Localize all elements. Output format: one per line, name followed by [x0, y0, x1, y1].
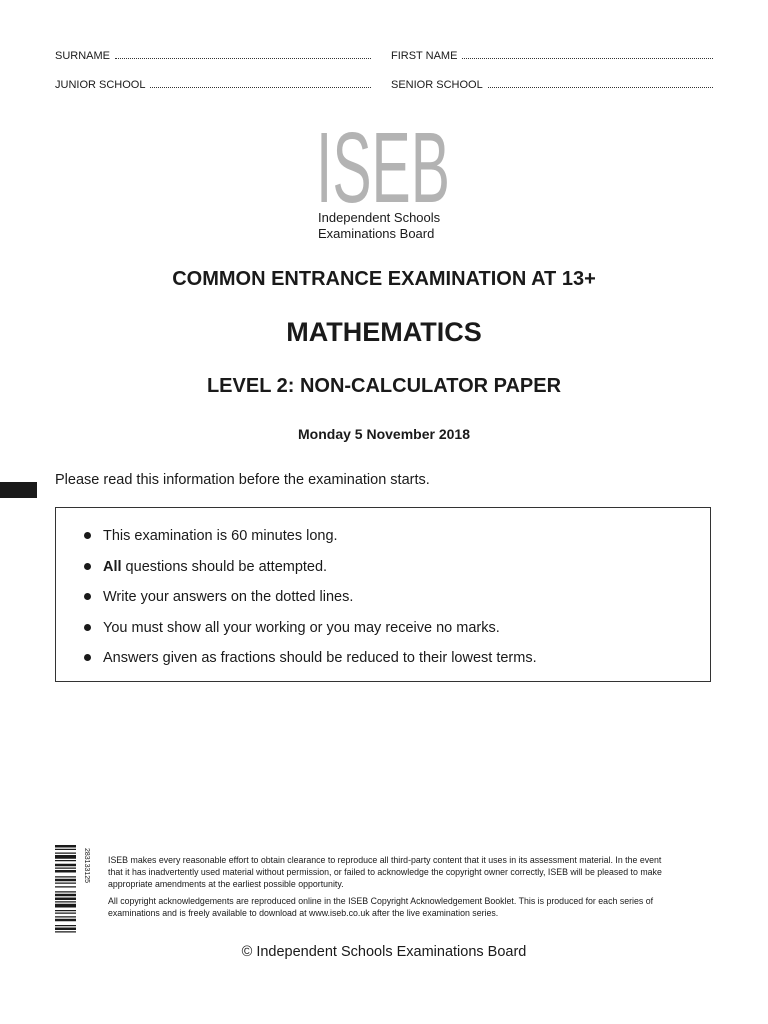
instruction-item: All questions should be attempted.	[84, 557, 537, 588]
barcode-bar	[55, 928, 76, 931]
instruction-item: Answers given as fractions should be reduced to their lowest terms.	[84, 648, 537, 679]
bullet-icon	[84, 532, 91, 539]
barcode-bar	[55, 894, 76, 897]
junior-school-field[interactable]	[55, 78, 371, 91]
exam-title: COMMON ENTRANCE EXAMINATION AT 13+	[172, 268, 596, 290]
senior-school-dotted-line[interactable]	[488, 78, 713, 88]
barcode-bar	[55, 910, 76, 911]
bullet-icon	[84, 563, 91, 570]
iseb-wordmark	[316, 124, 452, 204]
legal-paragraph-1: ISEB makes every reasonable effort to obtain clearance to reproduce all third-party content that it uses in its assessment material. In the event that it has inadvertently used material without permission, or failed to acknowledge the copyright owner correctly, ISEB will be pleased to make appropriate amendments at the earliest possible opportunity.	[108, 855, 662, 889]
first-name-dotted-line[interactable]	[462, 49, 713, 59]
bullet-icon	[84, 624, 91, 631]
candidate-row-1	[55, 49, 713, 63]
subject-title: MATHEMATICS	[286, 317, 482, 347]
barcode-bar	[55, 853, 76, 854]
bullet-icon	[84, 654, 91, 661]
barcode-bar	[55, 876, 76, 877]
instructions-box	[55, 507, 711, 682]
barcode-bar	[55, 879, 76, 882]
first-name-label: FIRST NAME	[391, 50, 458, 62]
first-name-field[interactable]	[391, 49, 713, 62]
barcode-bar	[55, 860, 76, 861]
candidate-row-2	[55, 78, 713, 92]
instructions-list	[84, 526, 537, 679]
copyright-notice: © Independent Schools Examinations Board	[241, 944, 527, 960]
legal-paragraph-2: All copyright acknowledgements are reproduced online in the ISEB Copyright Acknowledgement Booklet. This is produced for each series of examinations and is freely available to download at www.iseb.co.uk after the live examination series.	[108, 896, 654, 918]
barcode-bar	[55, 916, 76, 917]
barcode-bar	[55, 919, 76, 922]
barcode-bar	[55, 883, 76, 884]
instruction-item: This examination is 60 minutes long.	[84, 526, 537, 557]
logo-line-2: Examinations Board	[318, 226, 435, 241]
barcode-bar	[55, 868, 76, 869]
junior-school-label: JUNIOR SCHOOL	[55, 79, 146, 91]
logo-line-1: Independent Schools	[318, 210, 441, 225]
surname-field[interactable]	[55, 49, 371, 62]
bullet-icon	[84, 593, 91, 600]
barcode-bar	[55, 886, 76, 887]
barcode-bar	[55, 891, 76, 892]
barcode-bar	[55, 931, 76, 932]
barcode-bar	[55, 913, 76, 914]
logo-subtitle	[316, 210, 456, 242]
iseb-wordmark-text: ISEB	[316, 124, 450, 204]
senior-school-label: SENIOR SCHOOL	[391, 79, 483, 91]
barcode-bar	[55, 855, 76, 859]
senior-school-field[interactable]	[391, 78, 713, 91]
barcode-bar	[55, 898, 76, 901]
barcode-bar	[55, 901, 76, 902]
barcode-bar	[55, 870, 76, 873]
exam-date: Monday 5 November 2018	[298, 426, 470, 442]
iseb-logo	[316, 124, 456, 242]
level-title: LEVEL 2: NON-CALCULATOR PAPER	[206, 375, 562, 397]
intro-text: Please read this information before the examination starts.	[55, 472, 430, 488]
junior-school-dotted-line[interactable]	[150, 78, 371, 88]
surname-label: SURNAME	[55, 50, 111, 62]
instruction-item: Write your answers on the dotted lines.	[84, 587, 537, 618]
barcode-bar	[55, 845, 76, 848]
barcode-bar	[55, 864, 76, 867]
instruction-item: You must show all your working or you may receive no marks.	[84, 618, 537, 649]
barcode-bar	[55, 925, 76, 926]
barcode-bar	[55, 849, 76, 850]
barcode-number: 283133125	[83, 848, 90, 884]
barcode-bar	[55, 904, 76, 908]
surname-dotted-line[interactable]	[115, 49, 371, 59]
side-marker-tab	[0, 482, 37, 498]
